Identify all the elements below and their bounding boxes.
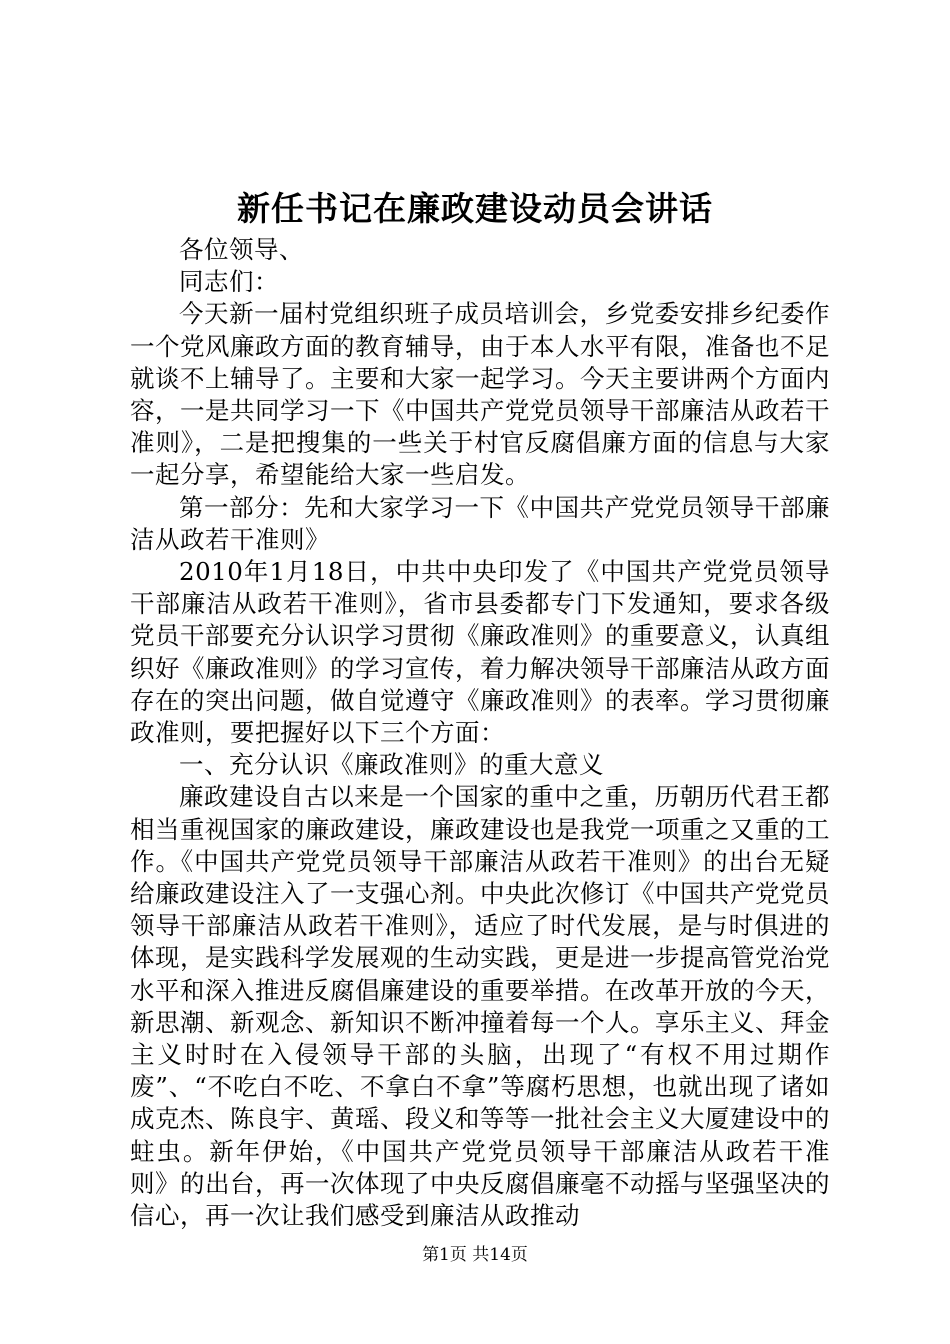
document-body: [130, 234, 830, 1232]
paragraph-intro: 今天新一届村党组织班子成员培训会，乡党委安排乡纪委作一个党风廉政方面的教育辅导，由于本人水平有限，准备也不足就谈不上辅导了。主要和大家一起学习。今天主要讲两个方面内容，一是共同学习一下《中国共产党党员领导干部廉洁从政若干准则》，二是把搜集的一些关于村官反腐倡廉方面的信息与大家一起分享，希望能给大家一些启发。: [130, 299, 830, 490]
page-number-footer: 第1页 共14页: [422, 1245, 528, 1265]
section-heading-significance: 一、充分认识《廉政准则》的重大意义: [179, 750, 604, 780]
paragraph-background: 2010年1月18日，中共中央印发了《中国共产党党员领导干部廉洁从政若干准则》，省市县委都专门下发通知，要求各级党员干部要充分认识学习贯彻《廉政准则》的重要意义，认真组织好《廉政准则》的学习宣传，着力解决领导干部廉洁从政方面存在的突出问题，做自觉遵守《廉政准则》的表率。学习贯彻廉政准则，要把握好以下三个方面：: [130, 557, 830, 748]
section-heading-part-one: 第一部分：先和大家学习一下《中国共产党党员领导干部廉洁从政若干准则》: [130, 492, 830, 554]
paragraph-significance: 廉政建设自古以来是一个国家的重中之重，历朝历代君王都相当重视国家的廉政建设，廉政建设也是我党一项重之又重的工作。《中国共产党党员领导干部廉洁从政若干准则》的出台无疑给廉政建设注入了一支强心剂。中央此次修订《中国共产党党员领导干部廉洁从政若干准则》，适应了时代发展，是与时俱进的体现，是实践科学发展观的生动实践，更是进一步提高管党治党水平和深入推进反腐倡廉建设的重要举措。在改革开放的今天，新思潮、新观念、新知识不断冲撞着每一个人。享乐主义、拜金主义时时在入侵领导干部的头脑，出现了“有权不用过期作废”、“不吃白不吃、不拿白不拿”等腐朽思想，也就出现了诸如成克杰、陈良宇、黄瑶、段义和等等一批社会主义大厦建设中的蛀虫。新年伊始，《中国共产党党员领导干部廉洁从政若干准则》的出台，再一次体现了中央反腐倡廉毫不动摇与坚强坚决的信心，再一次让我们感受到廉洁从政推动: [130, 782, 830, 1231]
salutation-comrades: 同志们：: [179, 267, 279, 297]
document-title: 新任书记在廉政建设动员会讲话: [237, 189, 713, 228]
salutation-leaders: 各位领导、: [179, 235, 304, 264]
